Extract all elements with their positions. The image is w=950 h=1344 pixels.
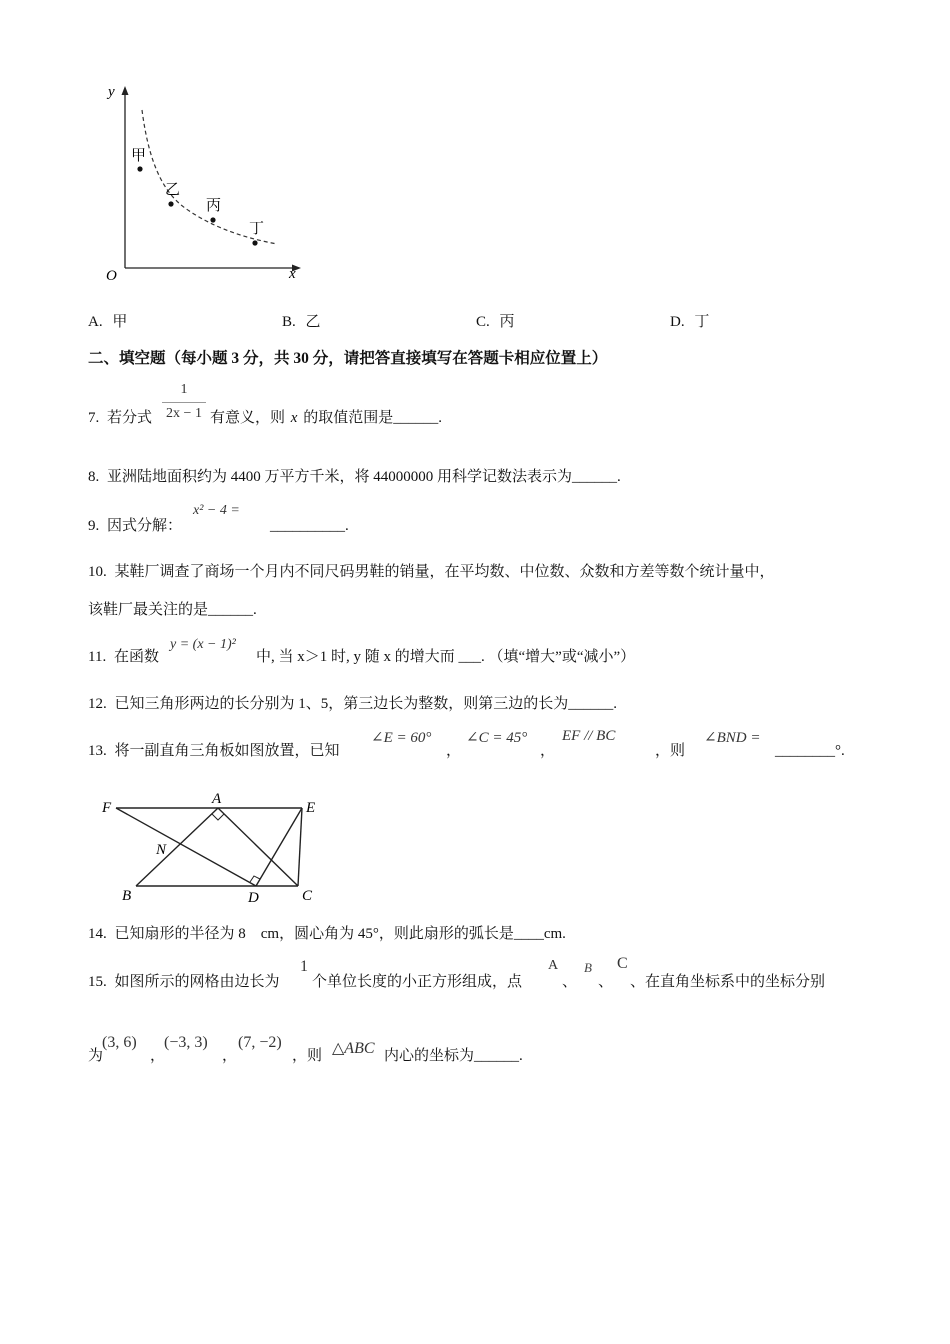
point-label-ding: 丁	[249, 221, 265, 237]
choice-a[interactable]	[88, 310, 127, 331]
choice-text: 甲	[112, 314, 128, 330]
vertex-label-c: C	[302, 888, 313, 904]
question-text: 、在直角坐标系中的坐标分别	[630, 974, 826, 990]
choice-text: 丙	[499, 314, 515, 330]
question-number: 7.	[88, 410, 100, 426]
question-text: 在函数	[113, 649, 159, 665]
question-12	[88, 694, 617, 714]
point-label-bing: 丙	[206, 198, 222, 214]
question-15	[88, 972, 280, 992]
point-label-yi: 乙	[165, 182, 181, 198]
point-bing	[210, 217, 215, 222]
right-angle-mark-a	[212, 814, 224, 820]
point-c: C	[617, 955, 628, 972]
question-7-rest	[210, 408, 442, 428]
coordinate-c: (7, −2)	[238, 1034, 282, 1051]
vertex-label-b: B	[122, 888, 132, 904]
choice-d[interactable]	[670, 310, 709, 331]
question-15-line2: 为	[88, 1048, 104, 1064]
separator: ，	[222, 1048, 238, 1064]
coordinate-a: (3, 6)	[102, 1034, 137, 1051]
question-number: 9.	[88, 518, 100, 534]
coordinate-b: (−3, 3)	[164, 1034, 208, 1051]
vertex-label-f: F	[102, 800, 112, 816]
y-axis-arrow	[122, 86, 129, 95]
vertex-label-n: N	[156, 842, 167, 858]
condition-angle-c: ∠C = 45°	[466, 730, 528, 746]
question-text: 个单位长度的小正方形组成，点	[312, 974, 523, 990]
triangle-name: △ABC	[332, 1040, 375, 1057]
question-text: 的取值范围是______.	[303, 410, 442, 426]
condition-parallel: EF // BC	[562, 728, 616, 744]
separator: 、	[562, 974, 578, 990]
math-expression: y = (x − 1)²	[170, 637, 236, 652]
question-text: ，则	[655, 743, 686, 759]
question-14	[88, 924, 566, 944]
question-text: 若分式	[107, 410, 153, 426]
choice-letter: D.	[670, 314, 685, 330]
segment-ec	[298, 808, 302, 886]
question-text: 某鞋厂调查了商场一个月内不同尺码男鞋的销量，在平均数、中位数、众数和方差等数个统计量中，	[114, 564, 775, 580]
inverse-graph	[95, 78, 310, 288]
choice-c[interactable]	[476, 310, 515, 331]
condition-angle-e: ∠E = 60°	[371, 730, 432, 746]
point-yi	[168, 201, 173, 206]
question-8	[88, 467, 621, 487]
fraction	[160, 380, 208, 425]
point-ding	[252, 240, 257, 245]
point-a: A	[548, 958, 559, 973]
question-angle: ∠BND =	[704, 730, 761, 746]
point-b: B	[584, 960, 592, 975]
segment-ac	[218, 808, 298, 886]
point-jia	[137, 166, 142, 171]
segment-ab	[136, 808, 218, 886]
separator: 、	[598, 974, 614, 990]
question-text: 亚洲陆地面积约为 4400 万平方千米，将 44000000 用科学记数法表示为______.	[107, 469, 621, 485]
segment-fd	[116, 808, 256, 886]
answer-blank[interactable]: ________°.	[775, 743, 845, 759]
question-text: 因式分解：	[107, 518, 183, 534]
separator: ，	[150, 1048, 166, 1064]
question-number: 12.	[88, 696, 107, 712]
question-number: 8.	[88, 469, 100, 485]
question-text: 如图所示的网格由边长为	[114, 974, 280, 990]
question-text: 已知扇形的半径为 8 cm，圆心角为 45°，则此扇形的弧长是____cm.	[114, 926, 566, 942]
question-11	[88, 647, 159, 667]
question-number: 14.	[88, 926, 107, 942]
fraction-numerator: 1	[180, 382, 188, 397]
question-9	[88, 516, 182, 536]
question-number: 15.	[88, 974, 107, 990]
variable: x	[290, 410, 298, 426]
choice-letter: B.	[282, 314, 296, 330]
choice-letter: C.	[476, 314, 490, 330]
choice-b[interactable]	[282, 310, 321, 331]
question-13	[88, 741, 340, 761]
answer-blank[interactable]: __________.	[270, 518, 349, 534]
triangle-figure	[98, 788, 330, 906]
question-10-line2: 该鞋厂最关注的是______.	[88, 602, 257, 618]
question-number: 13.	[88, 743, 107, 759]
unit-value: 1	[300, 958, 308, 975]
question-number: 10.	[88, 564, 107, 580]
separator: ，	[540, 743, 556, 759]
fraction-denominator: 2x − 1	[166, 406, 202, 421]
choice-text: 乙	[305, 314, 321, 330]
question-text: 已知三角形两边的长分别为 1、5，第三边长为整数，则第三边的长为______.	[114, 696, 618, 712]
vertex-label-a: A	[212, 791, 222, 807]
vertex-label-d: D	[248, 890, 259, 906]
choice-letter: A.	[88, 314, 103, 330]
question-7	[88, 408, 152, 428]
question-10	[88, 562, 775, 582]
question-text: ，则	[292, 1048, 323, 1064]
origin-label: O	[106, 268, 117, 284]
segment-ed	[256, 808, 302, 886]
point-label-jia: 甲	[131, 148, 147, 164]
question-number: 11.	[88, 649, 107, 665]
section-title: 二、填空题（每小题 3 分，共 30 分，请把答直接填写在答题卡相应位置上）	[88, 350, 608, 367]
choice-text: 丁	[694, 314, 710, 330]
math-expression: x² − 4 =	[193, 503, 240, 518]
question-text: 有意义，则	[210, 410, 286, 426]
question-11-rest: 中, 当 x＞1 时, y 随 x 的增大而 ___. （填“增大”或“减小”）	[256, 649, 636, 665]
separator: ，	[446, 743, 462, 759]
question-text: 将一副直角三角板如图放置，已知	[114, 743, 340, 759]
x-axis-label: x	[289, 266, 296, 282]
question-text: 内心的坐标为______.	[384, 1048, 523, 1064]
y-axis-label: y	[108, 84, 115, 100]
vertex-label-e: E	[306, 800, 316, 816]
